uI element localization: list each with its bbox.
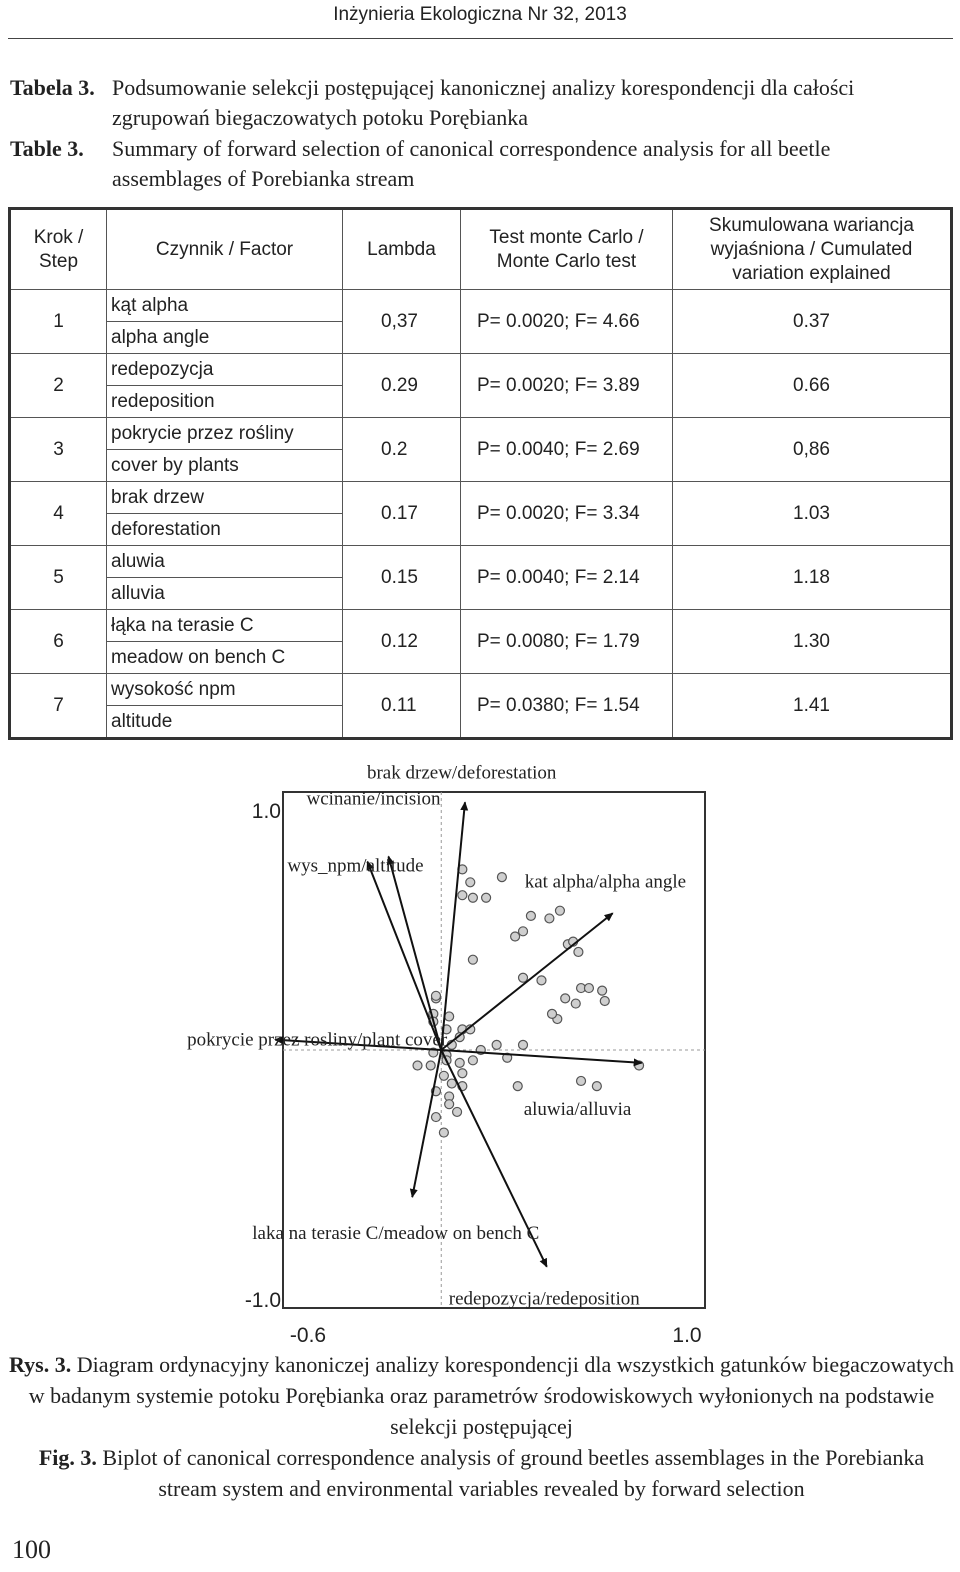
cumulated-cell: 1.41: [673, 674, 952, 739]
cumulated-cell: 0.66: [673, 354, 952, 418]
journal-header: Inżynieria Ekologiczna Nr 32, 2013: [333, 4, 627, 25]
species-point: [468, 893, 477, 902]
table-caption-en-line1: Summary of forward selection of canonical correspondence analysis for all beetle: [112, 136, 831, 161]
species-point: [445, 1100, 454, 1109]
arrow-label: laka na terasie C/meadow on bench C: [252, 1223, 540, 1245]
factor-en-cell: altitude: [107, 706, 343, 739]
table-caption-pl-label: Tabela 3.: [10, 75, 95, 100]
lambda-cell: 0,37: [343, 290, 461, 354]
table-caption-pl: [10, 73, 950, 130]
environment-arrow: [367, 862, 441, 1050]
step-cell: 3: [10, 418, 107, 482]
species-point: [458, 891, 467, 900]
step-cell: 5: [10, 546, 107, 610]
species-point: [519, 1040, 528, 1049]
table-row: [10, 290, 952, 322]
cca-biplot: [0, 762, 960, 1350]
factor-pl-cell: pokrycie przez rośliny: [107, 418, 343, 450]
table-caption-en: [10, 134, 950, 191]
species-point: [468, 955, 477, 964]
species-point: [571, 999, 580, 1008]
species-point: [482, 893, 491, 902]
test-cell: P= 0.0040; F= 2.14: [461, 546, 673, 610]
arrow-label: kat alpha/alpha angle: [524, 871, 687, 893]
species-point: [577, 1076, 586, 1085]
table-row: [10, 610, 952, 642]
environment-arrow: [441, 802, 465, 1050]
table-caption-en-label: Table 3.: [10, 136, 84, 161]
figure-caption-pl: [8, 1349, 955, 1442]
step-cell: 6: [10, 610, 107, 674]
figure-caption-en-text: Biplot of canonical correspondence analysis of ground beetles assemblages in the Porebianka stream system and environmental variables revealed by forward selection: [102, 1445, 925, 1501]
factor-en-cell: redeposition: [107, 386, 343, 418]
arrow-label: wys_npm/altitude: [287, 855, 424, 877]
cumulated-cell: 1.30: [673, 610, 952, 674]
table-caption-en-line2: assemblages of Porebianka stream: [112, 166, 415, 191]
step-cell: 1: [10, 290, 107, 354]
table-row: [10, 482, 952, 514]
factor-pl-cell: kąt alpha: [107, 290, 343, 322]
test-cell: P= 0.0020; F= 4.66: [461, 290, 673, 354]
species-point: [555, 906, 564, 915]
factor-pl-cell: łąka na terasie C: [107, 610, 343, 642]
cumulated-cell: 1.18: [673, 546, 952, 610]
species-point: [413, 1061, 422, 1070]
species-point: [584, 984, 593, 993]
arrow-label: redepozycja/redeposition: [448, 1288, 640, 1310]
species-point: [561, 994, 570, 1003]
environment-arrow: [389, 857, 442, 1051]
test-cell: P= 0.0380; F= 1.54: [461, 674, 673, 739]
factor-pl-cell: aluwia: [107, 546, 343, 578]
lambda-cell: 0.29: [343, 354, 461, 418]
header-cumulated: Skumulowana wariancja wyjaśniona / Cumulated variation explained: [673, 209, 952, 290]
species-point: [519, 927, 528, 936]
lambda-cell: 0.2: [343, 418, 461, 482]
factor-pl-cell: brak drzew: [107, 482, 343, 514]
header-test: Test monte Carlo / Monte Carlo test: [461, 209, 673, 290]
lambda-cell: 0.12: [343, 610, 461, 674]
lambda-cell: 0.17: [343, 482, 461, 546]
header-factor: Czynnik / Factor: [107, 209, 343, 290]
factor-en-cell: alluvia: [107, 578, 343, 610]
arrow-label: aluwia/alluvia: [523, 1098, 632, 1120]
figure-caption-pl-text: Diagram ordynacyjny kanoniczej analizy korespondencji dla wszystkich gatunków biegaczowatych w badanym systemie potoku Porębianka oraz parametrów środowiskowych wyłonionych na podstawie selekcji postępującej: [28, 1352, 954, 1439]
species-point: [497, 873, 506, 882]
species-point: [519, 973, 528, 982]
species-point: [513, 1082, 522, 1091]
figure-caption-en-label: Fig. 3.: [38, 1445, 97, 1470]
species-point: [548, 1009, 557, 1018]
species-point: [468, 1056, 477, 1065]
arrow-label: pokrycie przez rosliny/plant cover: [187, 1029, 448, 1051]
summary-table: [8, 207, 953, 740]
species-point: [466, 878, 475, 887]
table-row: [10, 546, 952, 578]
step-cell: 2: [10, 354, 107, 418]
table-caption-pl-line2: zgrupowań biegaczowatych potoku Porębianka: [112, 105, 529, 130]
species-point: [574, 947, 583, 956]
arrow-labels: [187, 762, 686, 1309]
species-point: [458, 1069, 467, 1078]
factor-pl-cell: redepozycja: [107, 354, 343, 386]
environment-arrow: [412, 1050, 441, 1197]
table-row: [10, 418, 952, 450]
species-point: [445, 1012, 454, 1021]
arrow-label: brak drzew/deforestation: [366, 762, 557, 784]
species-point: [455, 1058, 464, 1067]
species-point: [492, 1040, 501, 1049]
factor-en-cell: cover by plants: [107, 450, 343, 482]
header-step: Krok / Step: [10, 209, 107, 290]
lambda-cell: 0.15: [343, 546, 461, 610]
species-point: [453, 1107, 462, 1116]
species-point: [598, 986, 607, 995]
x-tick-left: -0.6: [289, 1324, 327, 1347]
header-lambda: Lambda: [343, 209, 461, 290]
lambda-cell: 0.11: [343, 674, 461, 739]
table-row: [10, 674, 952, 706]
x-tick-right: 1.0: [672, 1324, 702, 1347]
factor-pl-cell: wysokość npm: [107, 674, 343, 706]
species-point: [592, 1082, 601, 1091]
factor-en-cell: deforestation: [107, 514, 343, 546]
factor-en-cell: alpha angle: [107, 322, 343, 354]
species-point: [431, 991, 440, 1000]
page-number: 100: [12, 1535, 51, 1564]
figure-caption-pl-label: Rys. 3.: [9, 1352, 72, 1377]
species-point: [537, 976, 546, 985]
species-point: [439, 1071, 448, 1080]
test-cell: P= 0.0020; F= 3.89: [461, 354, 673, 418]
species-point: [511, 932, 520, 941]
test-cell: P= 0.0080; F= 1.79: [461, 610, 673, 674]
species-point: [426, 1061, 435, 1070]
species-point: [439, 1128, 448, 1137]
species-points: [413, 865, 644, 1137]
cumulated-cell: 0,86: [673, 418, 952, 482]
factor-en-cell: meadow on bench C: [107, 642, 343, 674]
species-point: [526, 911, 535, 920]
figure-caption-en: [8, 1442, 955, 1504]
test-cell: P= 0.0020; F= 3.34: [461, 482, 673, 546]
y-tick-bottom: -1.0: [244, 1289, 281, 1312]
cumulated-cell: 0.37: [673, 290, 952, 354]
y-tick-top: 1.0: [251, 800, 281, 823]
table-caption-pl-line1: Podsumowanie selekcji postępującej kanonicznej analizy korespondencji dla całości: [112, 75, 855, 100]
arrow-label: wcinanie/incision: [306, 788, 441, 810]
species-point: [545, 914, 554, 923]
step-cell: 4: [10, 482, 107, 546]
species-point: [600, 996, 609, 1005]
step-cell: 7: [10, 674, 107, 739]
header-rule: [8, 38, 953, 39]
table-row: [10, 354, 952, 386]
test-cell: P= 0.0040; F= 2.69: [461, 418, 673, 482]
species-point: [431, 1113, 440, 1122]
cumulated-cell: 1.03: [673, 482, 952, 546]
table-header-row: [10, 209, 952, 290]
